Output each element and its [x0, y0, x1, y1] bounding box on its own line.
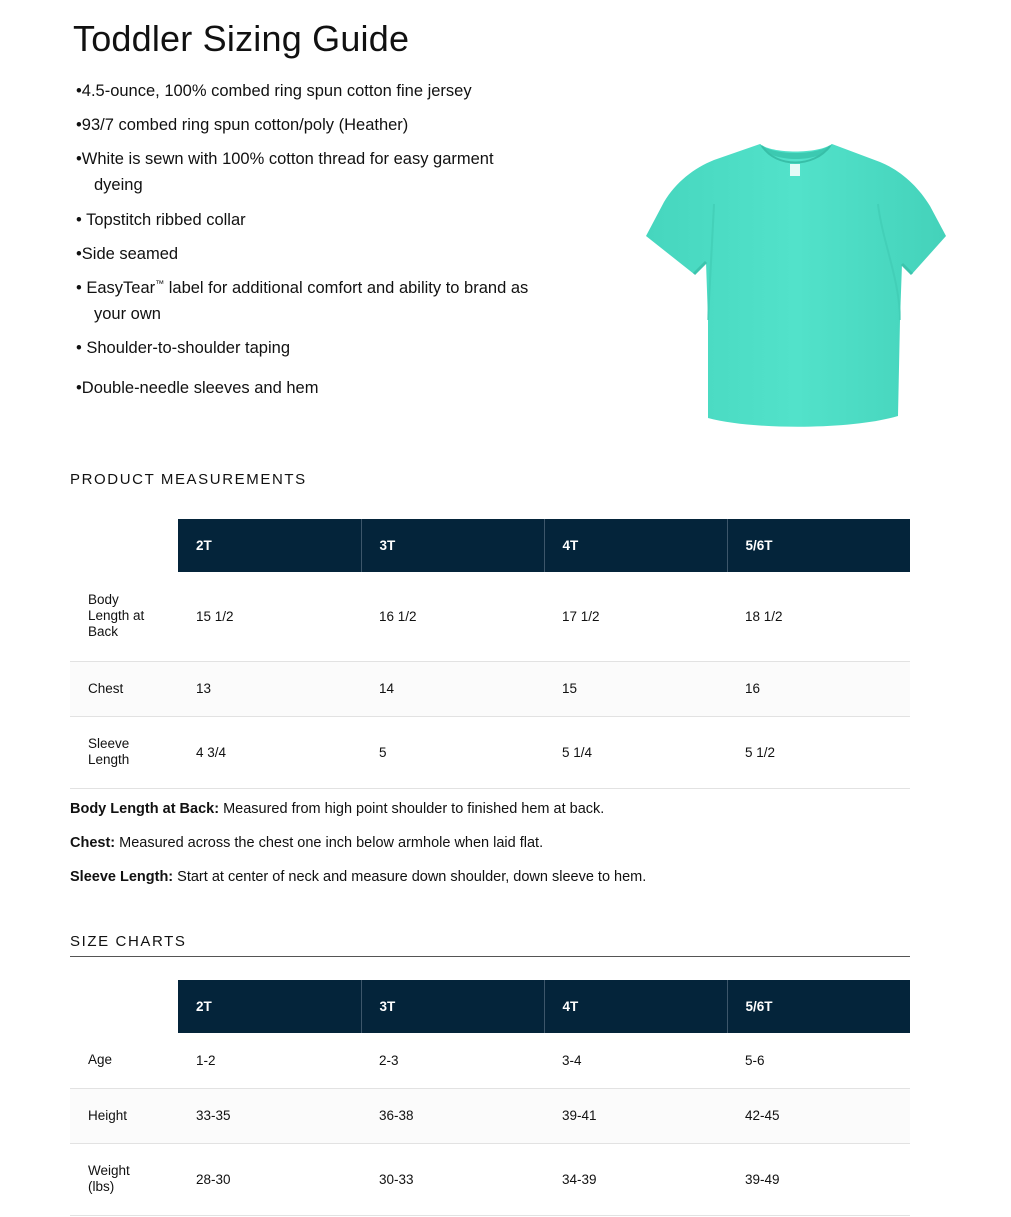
feature-item: •Double-needle sleeves and hem — [76, 379, 319, 397]
table-cell: 36-38 — [361, 1088, 544, 1143]
table-cell: 18 1/2 — [727, 572, 910, 661]
row-label: Body Length at Back — [70, 572, 178, 661]
size-header: 2T — [178, 519, 361, 572]
row-label: Chest — [70, 661, 178, 716]
definition-body-length: Body Length at Back: Measured from high point shoulder to finished hem at back. — [70, 801, 605, 817]
definition-chest: Chest: Measured across the chest one inch below armhole when laid flat. — [70, 835, 544, 851]
table-cell: 30-33 — [361, 1143, 544, 1215]
table-row — [70, 716, 910, 788]
tshirt-icon — [642, 140, 948, 430]
feature-item: •Side seamed — [76, 245, 179, 263]
feature-item: •White is sewn with 100% cotton thread for easy garment dyeing — [76, 150, 494, 194]
product-measurements-heading: PRODUCT MEASUREMENTS — [70, 471, 307, 488]
table-cell: 5 — [361, 716, 544, 788]
blank-header-cell — [70, 980, 178, 1033]
table-cell: 28-30 — [178, 1143, 361, 1215]
row-label: Weight (lbs) — [70, 1143, 178, 1215]
table-cell: 15 1/2 — [178, 572, 361, 661]
table-header-row — [70, 980, 910, 1033]
table-cell: 5 1/4 — [544, 716, 727, 788]
size-charts-heading: SIZE CHARTS — [70, 933, 187, 950]
table-cell: 3-4 — [544, 1033, 727, 1088]
table-row — [70, 572, 910, 661]
section-divider — [70, 956, 910, 957]
table-row — [70, 661, 910, 716]
page-title: Toddler Sizing Guide — [73, 18, 410, 59]
table-cell: 1-2 — [178, 1033, 361, 1088]
table-cell: 14 — [361, 661, 544, 716]
table-row — [70, 1088, 910, 1143]
table-cell: 17 1/2 — [544, 572, 727, 661]
feature-item: •4.5-ounce, 100% combed ring spun cotton fine jersey — [76, 82, 472, 100]
size-header: 4T — [544, 519, 727, 572]
row-label: Height — [70, 1088, 178, 1143]
product-measurements-table — [70, 519, 910, 789]
table-cell: 5-6 — [727, 1033, 910, 1088]
feature-item: • EasyTear™ label for additional comfort and ability to brand as your own — [76, 278, 529, 323]
table-cell: 39-49 — [727, 1143, 910, 1215]
table-cell: 16 — [727, 661, 910, 716]
table-row — [70, 1033, 910, 1088]
row-label: Age — [70, 1033, 178, 1088]
feature-item: •93/7 combed ring spun cotton/poly (Heather) — [76, 116, 409, 134]
table-cell: 5 1/2 — [727, 716, 910, 788]
table-cell: 16 1/2 — [361, 572, 544, 661]
table-header-row — [70, 519, 910, 572]
table-cell: 39-41 — [544, 1088, 727, 1143]
definition-sleeve-length: Sleeve Length: Start at center of neck and measure down shoulder, down sleeve to hem. — [70, 869, 647, 885]
blank-header-cell — [70, 519, 178, 572]
table-cell: 34-39 — [544, 1143, 727, 1215]
size-header: 4T — [544, 980, 727, 1033]
table-row — [70, 1143, 910, 1215]
size-header: 3T — [361, 980, 544, 1033]
table-cell: 42-45 — [727, 1088, 910, 1143]
trademark-mark: ™ — [155, 278, 165, 289]
table-cell: 15 — [544, 661, 727, 716]
size-header: 3T — [361, 519, 544, 572]
feature-item: • Shoulder-to-shoulder taping — [76, 339, 290, 357]
feature-item: • Topstitch ribbed collar — [76, 211, 246, 229]
size-header: 5/6T — [727, 980, 910, 1033]
table-cell: 13 — [178, 661, 361, 716]
size-header: 5/6T — [727, 519, 910, 572]
table-cell: 2-3 — [361, 1033, 544, 1088]
row-label: Sleeve Length — [70, 716, 178, 788]
size-charts-table — [70, 980, 910, 1216]
table-cell: 33-35 — [178, 1088, 361, 1143]
table-cell: 4 3/4 — [178, 716, 361, 788]
size-header: 2T — [178, 980, 361, 1033]
